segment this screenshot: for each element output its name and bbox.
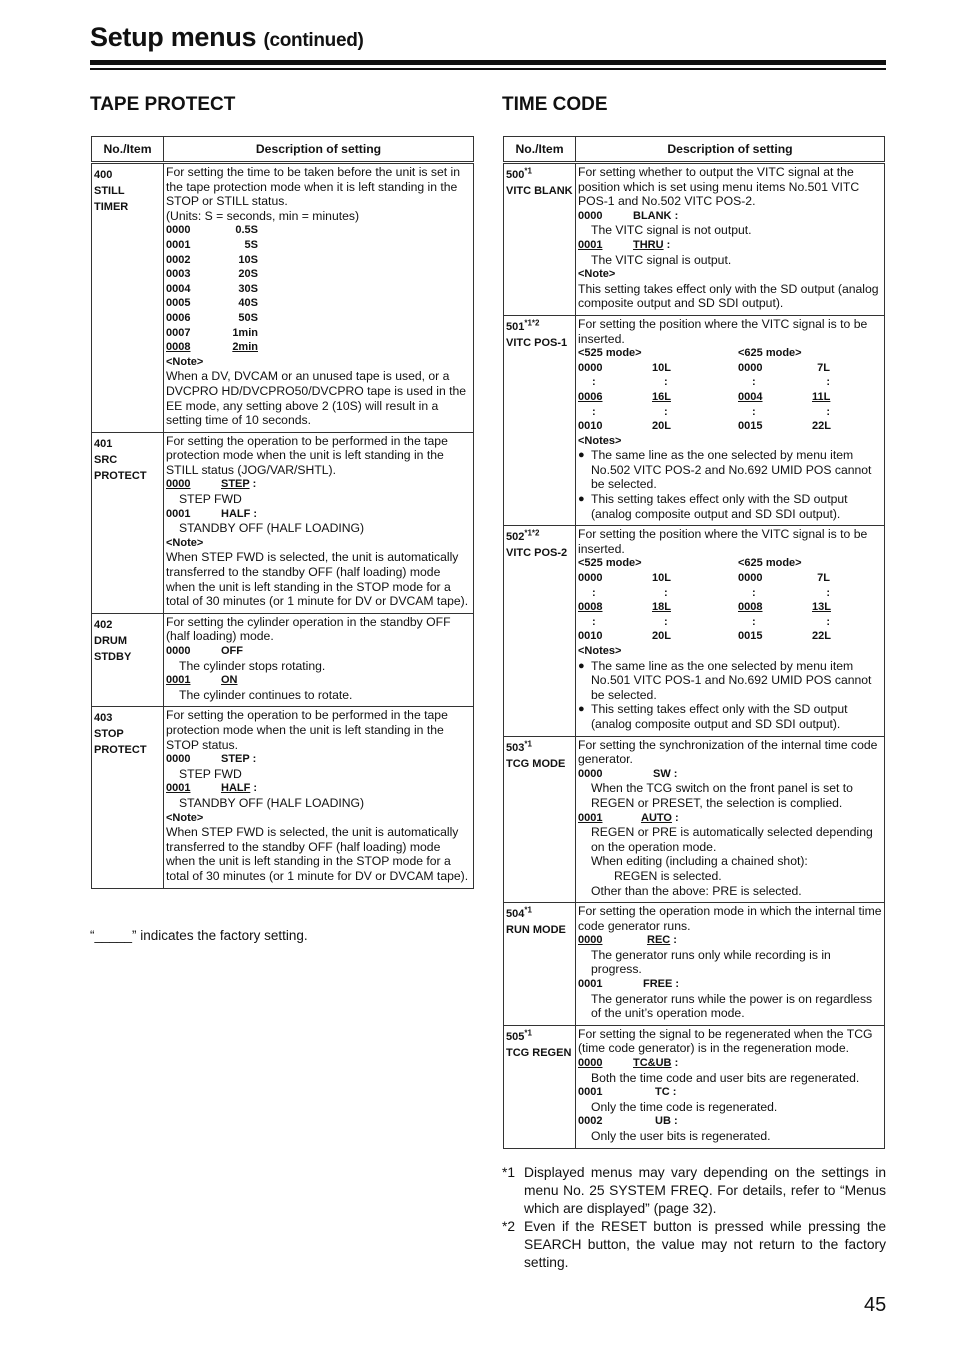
table-row: 403 STOP PROTECT For setting the operation to be performed in the tape protection mode when the unit is left standing in the STOP status. 0000 STEP : STEP FWD 0001 HALF : STANDBY OFF (HALF LOADING) <Note> When STEP FWD is selected, the unit is automatically transferred to the standby OFF (half loading) mode when the unit is left standing in the STOP mode for a total of 30 minutes (or 1 minute for DV or DVCAM tape). — [92, 707, 474, 888]
footnotes — [502, 1164, 886, 1272]
title-rule-thin — [90, 68, 886, 70]
bullet-icon: ● — [578, 659, 585, 672]
tape-protect-table — [91, 136, 474, 889]
table-row: 402 DRUM STDBY For setting the cylinder operation in the standby OFF (half loading) mode. 0000 OFF The cylinder stops rotating. 0001 ON The cylinder continues to rotate. — [92, 613, 474, 707]
table-row: 400 STILL TIMER For setting the time to be taken before the unit is set in the tape protection mode when it is left standing in the STOP or STILL status. (Units: S = seconds, min = minutes) 0000 0.5S 0001 5S 0002 10S 0003 20S 0004 30S 0005 40S 0006 50S 0007 1min 0008 2min <Note> When a DV, DVCAM or an unused tape is used, or a DVCPRO HD/DVCPRO50/DVCPRO tape is used in the EE mode, any setting above 2 (10S) will result in a setting time of 10 seconds. — [92, 163, 474, 433]
table-row: 500$^{*1}$ VITC BLANK For setting whether to output the VITC signal at the position which is set using menu items No.501 VITC POS-1 and No.502 VITC POS-2. 0000 BLANK : The VITC signal is not output. 0001 THRU : The VITC signal is output. <Note> This setting takes effect only with the SD output (analog composite output and SD SDI output). — [504, 163, 885, 316]
table-row: $501^{*1*2}$ VITC POS-1 For setting the position where the VITC signal is to be inserted. <525 mode> <625 mode> 0000 10L 0000 7L : : : : 0006 16L 0004 11L : : : : 0010 20L 0015 22L <Notes> ● The same line as the one selected by menu item No.502 VITC POS-2 and No.692 UMID POS cannot be selected. ● This setting takes effect only with the SD output (analog composite output and SD SDI output). — [504, 315, 885, 525]
bullet-icon: ● — [578, 449, 585, 462]
table-row: 505$^{*1}$ TCG REGEN For setting the signal to be regenerated when the TCG (time code generator) is in the regeneration mode. 0000 TC&UB : Both the time code and user bits are regenerated. 0001 TC : Only the time code is regenerated. 0002 UB : Only the user bits is regenerated. — [504, 1025, 885, 1148]
page-title: Setup menus (continued) — [90, 22, 364, 52]
time-code-heading: TIME CODE — [502, 94, 608, 115]
col-header-desc: Description of setting — [164, 137, 474, 163]
table-row: 401 SRC PROTECT For setting the operation to be performed in the tape protection mode when the unit is left standing in the STILL status (JOG/VAR/SHTL). 0000 STEP : STEP FWD 0001 HALF : STANDBY OFF (HALF LOADING) <Note> When STEP FWD is selected, the unit is automatically transferred to the standby OFF (half loading) mode when the unit is left standing in the STOP mode for a total of 30 minutes (or 1 minute for DV or DVCAM tape). — [92, 432, 474, 613]
bullet-icon: ● — [578, 493, 585, 506]
time-code-table — [503, 136, 885, 1149]
table-row: $502^{*1*2}$ VITC POS-2 For setting the position where the VITC signal is to be inserted. <525 mode> <625 mode> 0000 10L 0000 7L : : : : 0008 18L 0008 13L : : : : 0010 20L 0015 22L <Notes> ● The same line as the one selected by menu item No.501 VITC POS-1 and No.692 UMID POS cannot be selected. ● This setting takes effect only with the SD output (analog composite output and SD SDI output). — [504, 526, 885, 736]
col-header-item: No./Item — [92, 137, 164, 163]
table-row: 503$^{*1}$ TCG MODE For setting the synchronization of the internal time code generator. 0000 SW : When the TCG switch on the front panel is set to REGEN or PRESET, the selection is complied. 0001 AUTO : REGEN or PRE is automatically selected depending on the operation mode. When editing (including a chained shot): REGEN is selected. Other than the above: PRE is selected. — [504, 736, 885, 903]
tape-protect-heading: TAPE PROTECT — [90, 94, 236, 115]
col-header-item: No./Item — [504, 137, 576, 163]
table-row: 504$^{*1}$ RUN MODE For setting the operation mode in which the internal time code generator runs. 0000 REC : The generator runs only while recording is in progress. 0001 FREE : The generator runs while the power is on regardless of the unit’s operation mode. — [504, 903, 885, 1026]
footnote-2: *2 Even if the RESET button is pressed while pressing the SEARCH button, the value may not return to the factory setting. — [502, 1219, 886, 1270]
bullet-icon: ● — [578, 703, 585, 716]
page-number: 45 — [864, 1294, 887, 1316]
col-header-desc: Description of setting — [576, 137, 885, 163]
title-rule-thick — [90, 60, 886, 65]
factory-setting-note: “_____” indicates the factory setting. — [90, 928, 308, 943]
footnote-1: *1 Displayed menus may vary depending on the settings in menu No. 25 SYSTEM FREQ. For details, refer to “Menus which are displayed” (page 32). — [502, 1165, 886, 1216]
